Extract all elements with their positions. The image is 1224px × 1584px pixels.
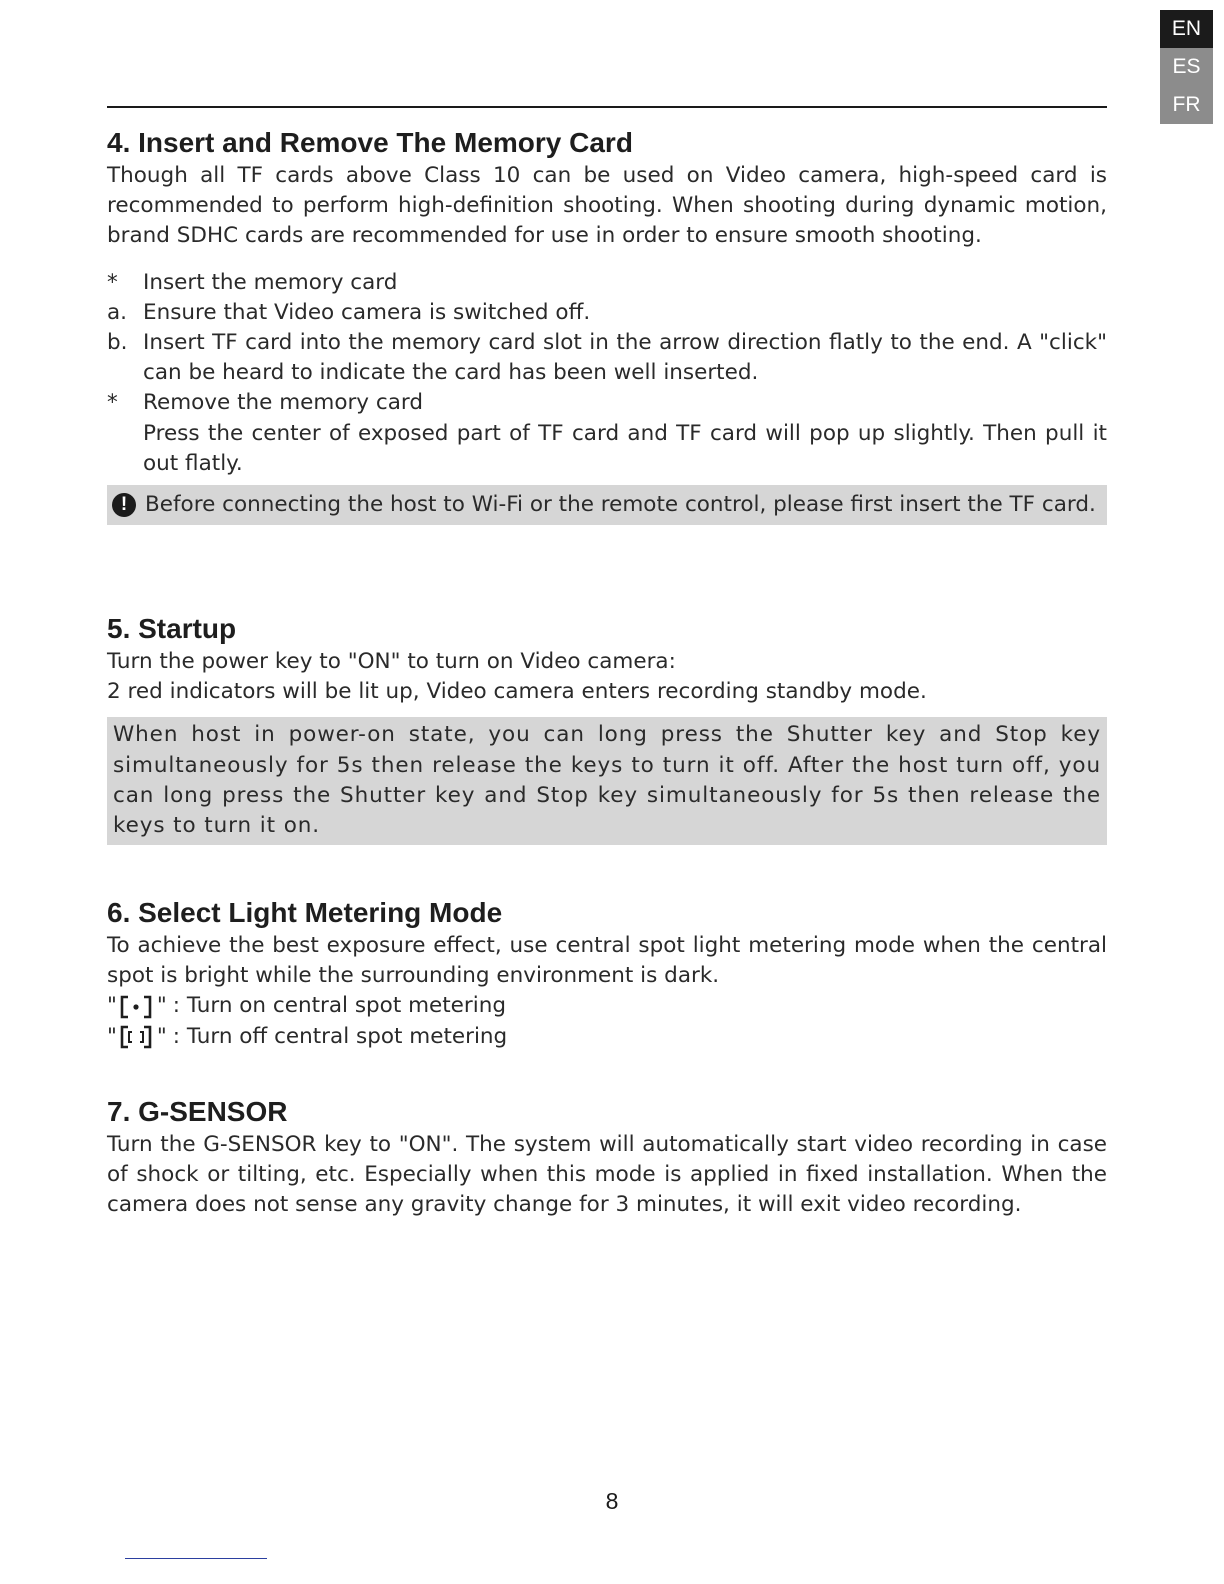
list-text: Remove the memory card: [143, 390, 423, 416]
footer-rule: [125, 1558, 267, 1559]
quote-open: ": [107, 993, 117, 1019]
section-light-metering: [107, 896, 1107, 1052]
quote-open: ": [107, 1023, 117, 1049]
list-item: [107, 328, 1107, 388]
startup-line-1: Turn the power key to "ON" to turn on Video camera:: [107, 649, 676, 674]
g-sensor-body: Turn the G-SENSOR key to "ON". The system will automatically start video recording in case of shock or tilting, etc. Especially when this mode is applied in fixed installation. When the camera does not sense any gravity change for 3 minutes, it will exit video recording.: [107, 1132, 1107, 1218]
list-marker: *: [107, 390, 118, 416]
language-tabs: [1160, 10, 1213, 124]
note-text: Before connecting the host to Wi-Fi or the remote control, please first insert the TF card.: [145, 491, 1096, 517]
metering-option-on: [107, 991, 1107, 1021]
startup-line-2: 2 red indicators will be lit up, Video camera enters recording standby mode.: [107, 679, 927, 705]
metering-option-text: : Turn on central spot metering: [172, 993, 506, 1019]
instruction-list: [107, 268, 1107, 479]
section-startup: [107, 612, 1107, 845]
list-item: [107, 268, 1107, 298]
list-text: Ensure that Video camera is switched off.: [143, 299, 591, 325]
section-memory-card: [107, 126, 1107, 525]
section-heading: 7. G-SENSOR: [107, 1096, 288, 1127]
metering-option-off: [107, 1022, 1107, 1052]
lang-tab-fr[interactable]: FR: [1160, 86, 1213, 124]
section-heading: 6. Select Light Metering Mode: [107, 897, 503, 928]
list-marker: b.: [107, 330, 128, 356]
page-number: 8: [605, 1488, 619, 1514]
list-item: [107, 388, 1107, 418]
header-rule: [107, 106, 1107, 108]
list-marker: a.: [107, 299, 128, 325]
alert-icon: !: [112, 493, 136, 517]
list-text: Insert the memory card: [143, 269, 398, 295]
quote-close: ": [156, 993, 167, 1019]
list-item: [107, 298, 1107, 328]
spot-metering-off-icon: [119, 1025, 153, 1049]
note-box: [107, 485, 1107, 525]
remove-instruction: Press the center of exposed part of TF card and TF card will pop up slightly. Then pull it out flatly.: [143, 420, 1107, 476]
list-marker: *: [107, 269, 118, 295]
section-intro: To achieve the best exposure effect, use central spot light metering mode when the central spot is bright while the surrounding environment is dark.: [107, 933, 1107, 989]
section-intro: Though all TF cards above Class 10 can be used on Video camera, high-speed card is recommended to perform high-definition shooting. When shooting during dynamic motion, brand SDHC cards are recommended for use in order to ensure smooth shooting.: [107, 163, 1107, 249]
section-heading: 5. Startup: [107, 613, 237, 644]
power-note-box: When host in power-on state, you can long press the Shutter key and Stop key simultaneously for 5s then release the keys to turn it off. After the host turn off, you can long press the Shutter key and Stop key simultaneously for 5s then release the keys to turn it on.: [107, 717, 1107, 845]
quote-close: ": [156, 1023, 167, 1049]
list-text: Insert TF card into the memory card slot in the arrow direction flatly to the end. A "click" can be heard to indicate the card has been well inserted.: [143, 330, 1107, 386]
spot-metering-on-icon: [119, 995, 153, 1019]
lang-tab-es[interactable]: ES: [1160, 48, 1213, 86]
lang-tab-en[interactable]: EN: [1160, 10, 1213, 48]
section-g-sensor: [107, 1095, 1107, 1221]
metering-option-text: : Turn off central spot metering: [172, 1023, 508, 1049]
section-heading: 4. Insert and Remove The Memory Card: [107, 127, 633, 158]
